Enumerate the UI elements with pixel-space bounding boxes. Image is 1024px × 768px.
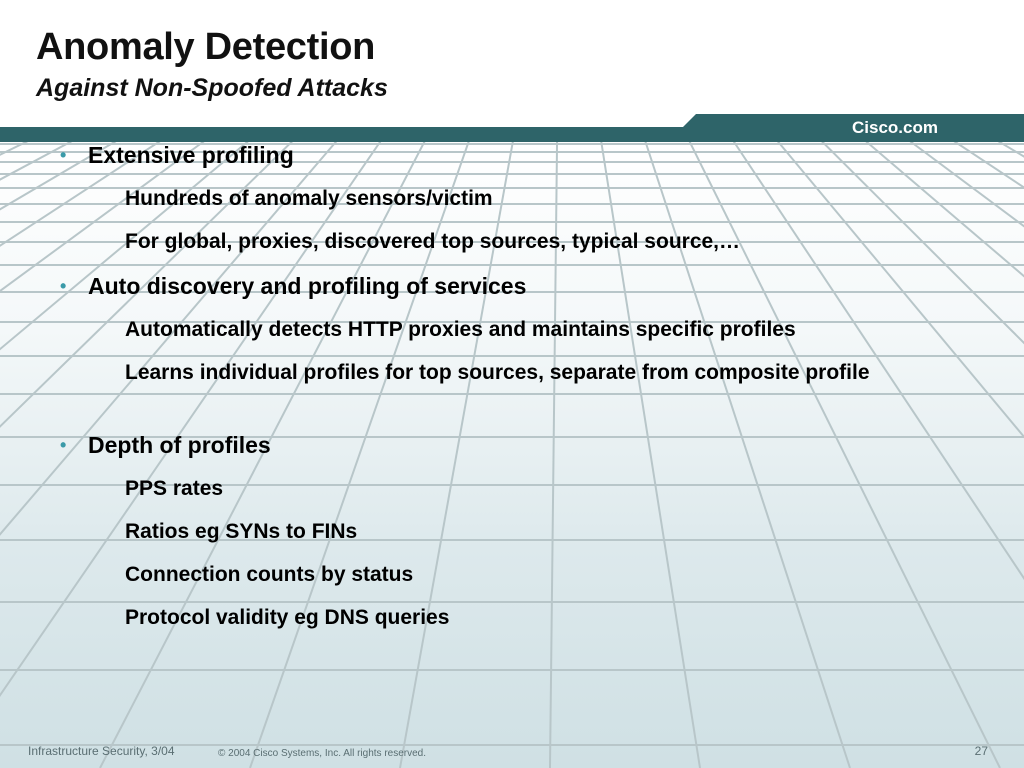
sub-bullet-item: Connection counts by status <box>125 563 414 586</box>
bullet-icon: • <box>60 145 67 165</box>
bullet-icon: • <box>60 276 67 296</box>
footer-copyright: © 2004 Cisco Systems, Inc. All rights reserved. <box>218 748 427 759</box>
sub-bullet-item: Learns individual profiles for top sources, separate from composite profile <box>125 361 870 384</box>
sub-bullet-item: Ratios eg SYNs to FINs <box>125 520 358 543</box>
sub-bullet-item: Hundreds of anomaly sensors/victim <box>125 187 493 210</box>
cisco-brand-label: Cisco.com <box>852 118 938 137</box>
slide-title: Anomaly Detection <box>36 26 376 68</box>
sub-bullet-item: Automatically detects HTTP proxies and maintains specific profiles <box>125 318 796 341</box>
sub-bullet-item: Protocol validity eg DNS queries <box>125 606 450 629</box>
bullet-icon: • <box>60 435 67 455</box>
slide-subtitle: Against Non-Spoofed Attacks <box>36 74 388 102</box>
footer-course-label: Infrastructure Security, 3/04 <box>28 744 175 758</box>
bullet-heading: Extensive profiling <box>88 142 294 168</box>
bullet-heading: Depth of profiles <box>88 432 271 458</box>
slide-header <box>0 0 1024 128</box>
bullet-heading: Auto discovery and profiling of services <box>88 273 527 299</box>
grid-perspective-line <box>996 140 1024 768</box>
sub-bullet-item: PPS rates <box>125 477 224 500</box>
sub-bullet-item: For global, proxies, discovered top sources, typical source,… <box>125 230 741 253</box>
footer-page-number: 27 <box>974 744 988 758</box>
